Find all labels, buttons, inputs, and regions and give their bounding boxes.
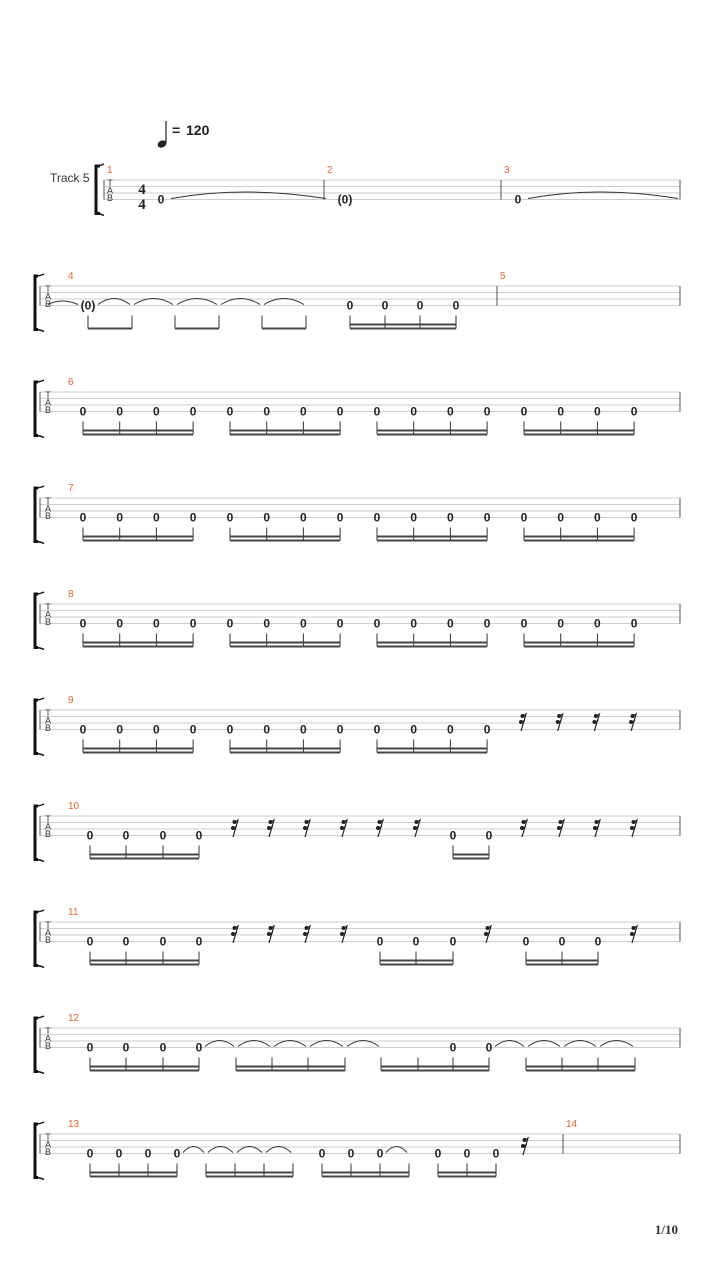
fret-number: 0 <box>373 722 381 737</box>
tab-clef-letter: A <box>44 291 52 302</box>
fret-number: 0 <box>520 616 528 631</box>
fret-number: 0 <box>226 404 234 419</box>
tab-clef-letter: T <box>45 284 51 294</box>
fret-number: 0 <box>630 510 638 525</box>
fret-number: 0 <box>483 616 491 631</box>
fret-number: 0 <box>159 934 167 949</box>
fret-number: 0 <box>115 1146 123 1161</box>
fret-number: 0 <box>447 722 454 737</box>
system-bracket <box>35 1018 38 1072</box>
fret-number: 0 <box>557 616 565 631</box>
fret-number: 0 <box>416 298 424 313</box>
fret-number: 0 <box>153 616 160 631</box>
tab-clef-letter: B <box>44 1041 52 1051</box>
fret-number: 0 <box>373 404 381 419</box>
fret-number: 0 <box>522 934 530 949</box>
fret-number: 0 <box>594 616 601 631</box>
fret-number: 0 <box>483 722 491 737</box>
tab-clef-letter: A <box>44 715 52 726</box>
page-number: 1/10 <box>654 1222 678 1237</box>
fret-number: 0 <box>410 722 418 737</box>
fret-number: 0 <box>485 828 493 843</box>
fret-number: 0 <box>86 934 94 949</box>
tab-clef-letter: A <box>44 503 52 514</box>
fret-number: 0 <box>263 616 271 631</box>
system-bracket <box>35 594 38 648</box>
tab-clef-letter: B <box>44 723 52 733</box>
fret-number: 0 <box>195 1040 203 1055</box>
fret-number: 0 <box>86 828 94 843</box>
fret-number: 0 <box>263 510 271 525</box>
fret-number: 0 <box>86 1040 94 1055</box>
fret-number: 0 <box>300 510 307 525</box>
fret-number: 0 <box>346 298 354 313</box>
fret-number: 0 <box>452 298 460 313</box>
system-bracket <box>35 912 38 966</box>
fret-number: 0 <box>86 1146 94 1161</box>
fret-number: 0 <box>373 616 381 631</box>
fret-number: 0 <box>449 828 457 843</box>
fret-number: 0 <box>492 1146 500 1161</box>
fret-number: 0 <box>116 510 124 525</box>
fret-number: 0 <box>410 616 418 631</box>
fret-number: (0) <box>337 192 353 207</box>
tab-system <box>35 907 680 968</box>
measure-number: 13 <box>68 1119 80 1130</box>
fret-number: 0 <box>336 616 344 631</box>
fret-number: 0 <box>410 404 418 419</box>
fret-number: 0 <box>263 404 271 419</box>
fret-number: 0 <box>79 722 87 737</box>
fret-number: 0 <box>434 1146 442 1161</box>
fret-number: 0 <box>195 934 203 949</box>
tab-clef-letter: A <box>106 185 114 196</box>
fret-number: 0 <box>594 404 601 419</box>
fret-number: 0 <box>558 934 566 949</box>
fret-number: 0 <box>463 1146 471 1161</box>
measure-number: 12 <box>68 1013 80 1024</box>
fret-number: (0) <box>80 298 96 313</box>
fret-number: 0 <box>336 722 344 737</box>
fret-number: 0 <box>300 404 307 419</box>
fret-number: 0 <box>189 404 197 419</box>
fret-number: 0 <box>520 404 528 419</box>
tempo-marking <box>156 121 209 149</box>
fret-number: 0 <box>189 722 197 737</box>
fret-number: 0 <box>157 192 165 207</box>
tab-clef-letter: A <box>44 609 52 620</box>
tab-clef-letter: T <box>45 496 51 506</box>
tab-system <box>35 483 680 544</box>
fret-number: 0 <box>153 404 160 419</box>
fret-number: 0 <box>376 1146 384 1161</box>
tab-clef-letter: A <box>44 1139 52 1150</box>
track-label: Track 5 <box>50 171 90 185</box>
fret-number: 0 <box>336 510 344 525</box>
fret-number: 0 <box>447 616 454 631</box>
fret-number: 0 <box>189 510 197 525</box>
measure-number: 10 <box>68 801 80 812</box>
time-sig-bottom: 4 <box>138 197 146 213</box>
system-bracket <box>35 806 38 860</box>
tab-clef-letter: B <box>106 193 114 203</box>
tab-system <box>35 377 680 438</box>
fret-number: 0 <box>376 934 384 949</box>
fret-number: 0 <box>630 616 638 631</box>
tab-system <box>35 1119 680 1180</box>
tab-system <box>35 801 680 862</box>
tab-clef-letter: A <box>44 397 52 408</box>
fret-number: 0 <box>410 510 418 525</box>
fret-number: 0 <box>557 510 565 525</box>
fret-number: 0 <box>483 404 491 419</box>
fret-number: 0 <box>412 934 420 949</box>
fret-number: 0 <box>173 1146 181 1161</box>
tempo-value: 120 <box>186 122 210 138</box>
fret-number: 0 <box>594 510 601 525</box>
system-bracket <box>35 1124 38 1178</box>
tab-clef-letter: T <box>45 708 51 718</box>
fret-number: 0 <box>116 722 124 737</box>
measure-number: 7 <box>68 483 74 494</box>
fret-number: 0 <box>226 722 234 737</box>
measure-number: 3 <box>504 165 510 176</box>
tab-clef-letter: B <box>44 405 52 415</box>
fret-number: 0 <box>447 510 454 525</box>
fret-number: 0 <box>381 298 389 313</box>
tab-system <box>35 271 680 332</box>
system-bracket <box>35 488 38 542</box>
measure-number: 6 <box>68 377 74 388</box>
fret-number: 0 <box>594 934 602 949</box>
systems-layer <box>35 164 680 1180</box>
tab-clef-letter: T <box>45 1026 51 1036</box>
fret-number: 0 <box>122 1040 130 1055</box>
fret-number: 0 <box>449 1040 457 1055</box>
fret-number: 0 <box>447 404 454 419</box>
tab-clef-letter: A <box>44 927 52 938</box>
fret-number: 0 <box>116 616 124 631</box>
tab-clef-letter: T <box>107 178 113 188</box>
fret-number: 0 <box>485 1040 493 1055</box>
fret-number: 0 <box>122 934 130 949</box>
measure-number: 1 <box>107 165 113 176</box>
fret-number: 0 <box>189 616 197 631</box>
tab-clef-letter: B <box>44 511 52 521</box>
fret-number: 0 <box>226 510 234 525</box>
tab-system <box>35 589 680 650</box>
measure-number: 2 <box>327 165 333 176</box>
measure-number: 14 <box>566 1119 578 1130</box>
system-bracket <box>35 382 38 436</box>
fret-number: 0 <box>336 404 344 419</box>
tab-clef-letter: B <box>44 829 52 839</box>
measure-number: 8 <box>68 589 74 600</box>
fret-number: 0 <box>79 616 87 631</box>
fret-number: 0 <box>300 722 307 737</box>
fret-number: 0 <box>263 722 271 737</box>
tab-clef-letter: B <box>44 1147 52 1157</box>
tab-clef-letter: A <box>44 1033 52 1044</box>
fret-number: 0 <box>116 404 124 419</box>
fret-number: 0 <box>226 616 234 631</box>
fret-number: 0 <box>514 192 522 207</box>
fret-number: 0 <box>153 722 160 737</box>
fret-number: 0 <box>159 828 167 843</box>
fret-number: 0 <box>153 510 160 525</box>
fret-number: 0 <box>449 934 457 949</box>
measure-number: 4 <box>68 271 74 282</box>
fret-number: 0 <box>144 1146 152 1161</box>
fret-number: 0 <box>159 1040 167 1055</box>
fret-number: 0 <box>318 1146 326 1161</box>
system-bracket <box>35 700 38 754</box>
fret-number: 0 <box>79 404 87 419</box>
tab-clef-letter: A <box>44 821 52 832</box>
tab-system <box>35 695 680 756</box>
measure-number: 11 <box>68 907 79 918</box>
tab-clef-letter: T <box>45 602 51 612</box>
tab-clef-letter: T <box>45 814 51 824</box>
fret-number: 0 <box>483 510 491 525</box>
tab-clef-letter: T <box>45 920 51 930</box>
system-bracket <box>96 166 100 214</box>
fret-number: 0 <box>557 404 565 419</box>
incoming-tie-arc <box>48 301 78 305</box>
time-sig-top: 4 <box>138 182 146 198</box>
tempo-equals: = <box>172 122 181 138</box>
fret-number: 0 <box>373 510 381 525</box>
tab-clef-letter: B <box>44 935 52 945</box>
measure-number: 9 <box>68 695 74 706</box>
fret-number: 0 <box>520 510 528 525</box>
tab-clef-letter: B <box>44 299 52 309</box>
fret-number: 0 <box>300 616 307 631</box>
tab-system <box>35 1013 680 1074</box>
tab-clef-letter: T <box>45 390 51 400</box>
fret-number: 0 <box>122 828 130 843</box>
tab-clef-letter: B <box>44 617 52 627</box>
tab-clef-letter: T <box>45 1132 51 1142</box>
fret-number: 0 <box>347 1146 355 1161</box>
fret-number: 0 <box>630 404 638 419</box>
fret-number: 0 <box>195 828 203 843</box>
fret-number: 0 <box>79 510 87 525</box>
measure-number: 5 <box>500 271 506 282</box>
system-bracket <box>35 276 38 330</box>
tab-system <box>96 164 680 216</box>
